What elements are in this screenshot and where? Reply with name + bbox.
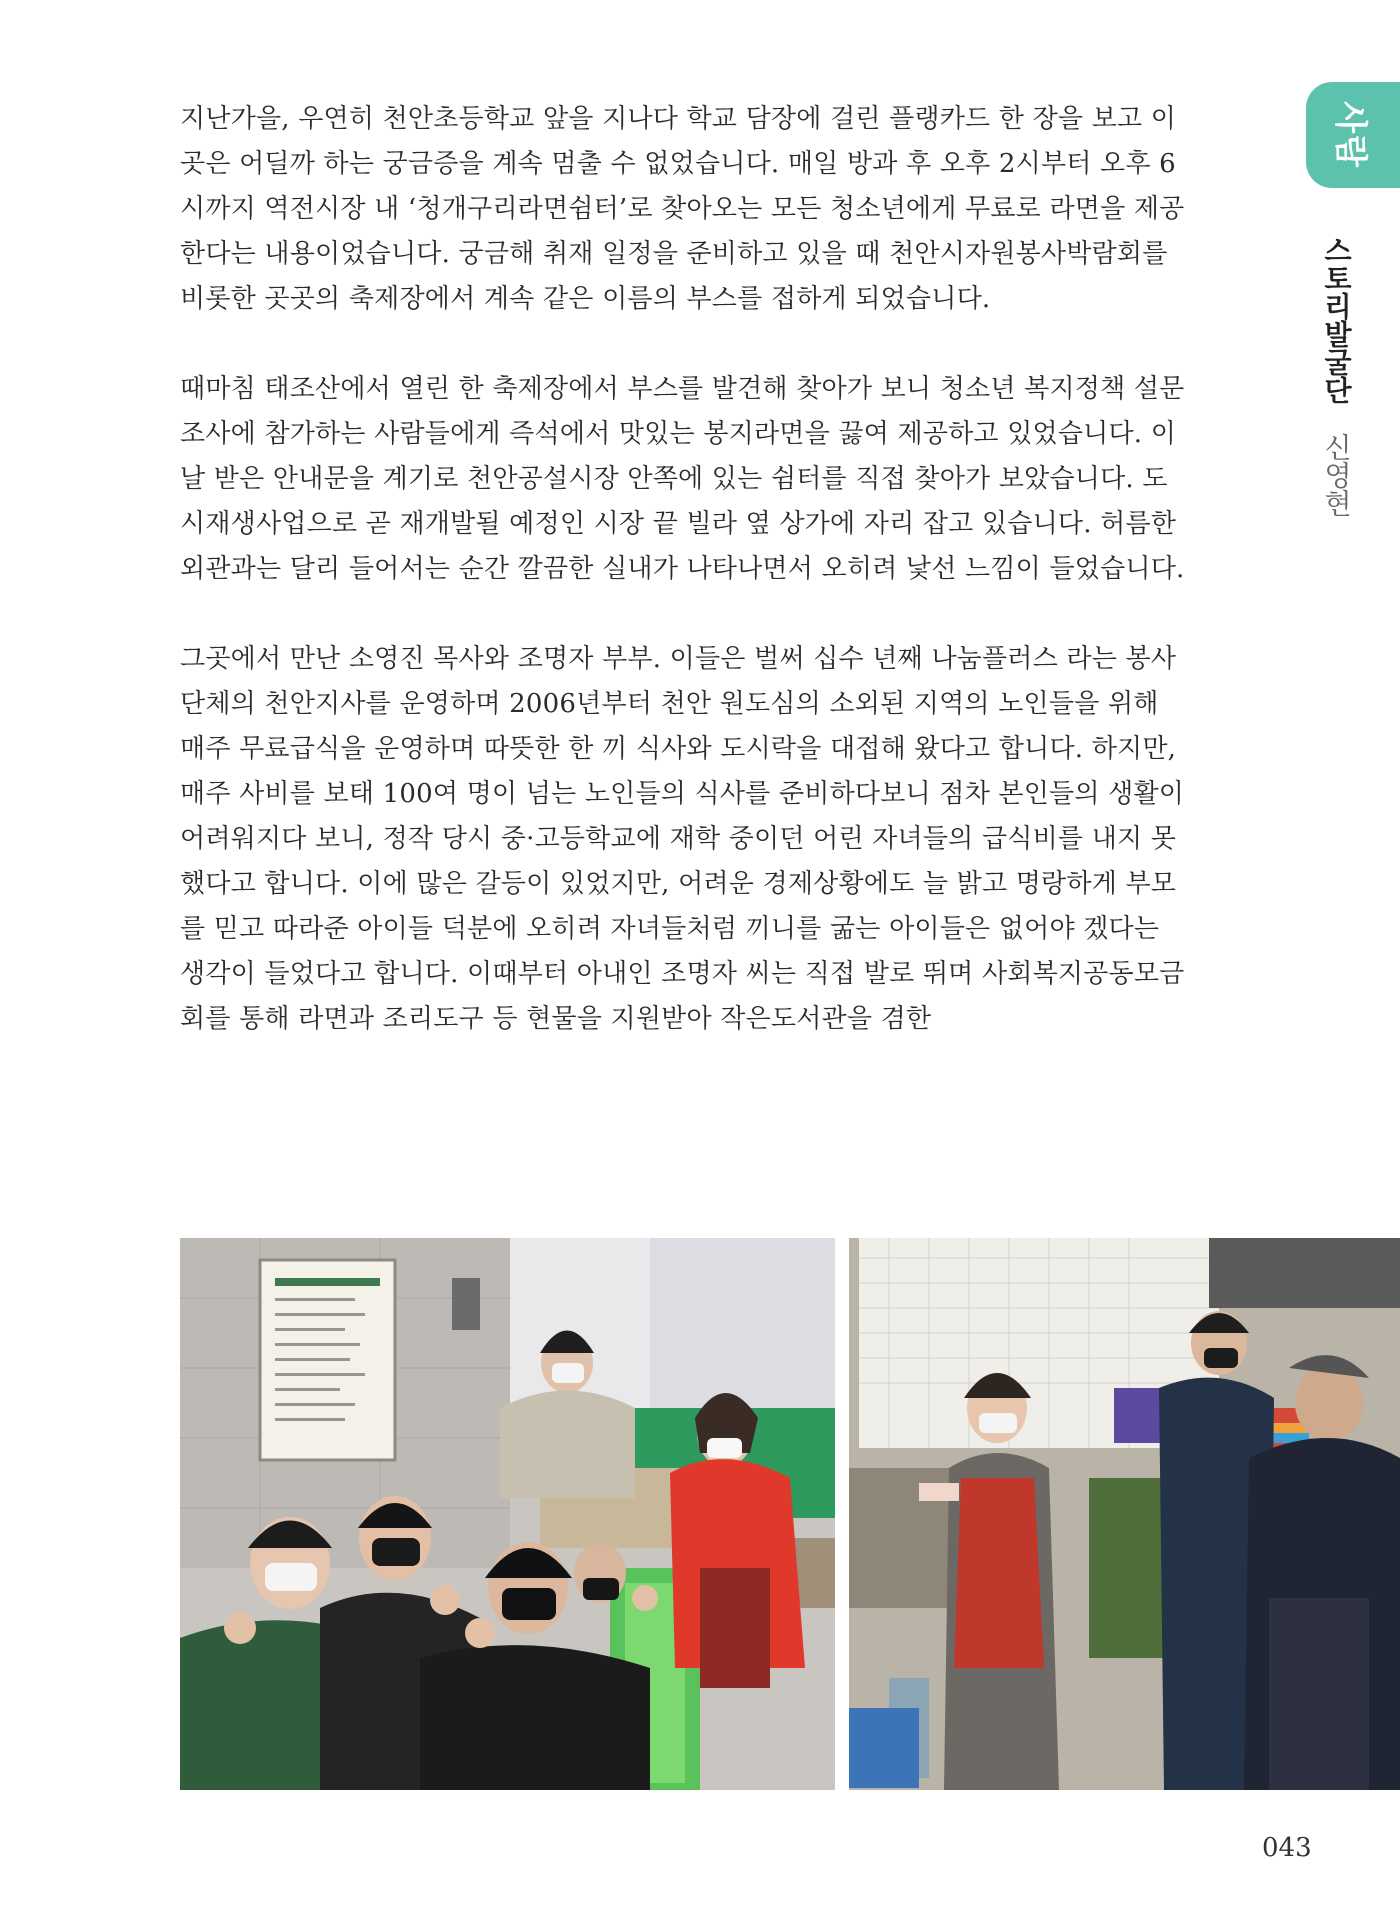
paragraph-2: 때마침 태조산에서 열린 한 축제장에서 부스를 발견해 찾아가 보니 청소년 복지정책 설문조사에 참가하는 사람들에게 즉석에서 맛있는 봉지라면을 끓여 제공하고 있었습니다. 이날 받은 안내문을 계기로 천안공설시장 안쪽에 있는 쉼터를 직접 찾아가 보았습니다. 도시재생사업으로 곧 재개발될 예정인 시장 끝 빌라 옆 상가에 자리 잡고 있습니다. 허름한 외관과는 달리 들어서는 순간 깔끔한 실내가 나타나면서 오히려 낯선 느낌이 들었습니다.	[180, 374, 1185, 584]
section-header	[1316, 236, 1356, 517]
photo-students-illustration	[180, 1238, 835, 1790]
section-tab-label: 사람	[1331, 101, 1371, 169]
author-name: 신영현	[1320, 432, 1353, 517]
photo-kitchen-illustration	[849, 1238, 1400, 1790]
section-tab	[1306, 82, 1400, 188]
photo-students	[180, 1238, 835, 1790]
section-title: 스토리발굴단	[1320, 236, 1353, 404]
page-number: 043	[1262, 1833, 1312, 1863]
paragraph-1: 지난가을, 우연히 천안초등학교 앞을 지나다 학교 담장에 걸린 플랭카드 한 장을 보고 이곳은 어딜까 하는 궁금증을 계속 멈출 수 없었습니다. 매일 방과 후 오후 2시부터 오후 6시까지 역전시장 내 ‘청개구리라면쉼터’로 찾아오는 모든 청소년에게 무료로 라면을 제공한다는 내용이었습니다. 궁금해 취재 일정을 준비하고 있을 때 천안시자원봉사박람회를 비롯한 곳곳의 축제장에서 계속 같은 이름의 부스를 접하게 되었습니다.	[180, 104, 1185, 314]
photo-kitchen	[849, 1238, 1400, 1790]
article-body	[180, 97, 1185, 1042]
paragraph-3: 그곳에서 만난 소영진 목사와 조명자 부부. 이들은 벌써 십수 년째 나눔플러스 라는 봉사단체의 천안지사를 운영하며 2006년부터 천안 원도심의 소외된 지역의 노인들을 위해 매주 무료급식을 운영하며 따뜻한 한 끼 식사와 도시락을 대접해 왔다고 합니다. 하지만, 매주 사비를 보태 100여 명이 넘는 노인들의 식사를 준비하다보니 점차 본인들의 생활이 어려워지다 보니, 정작 당시 중·고등학교에 재학 중이던 어린 자녀들의 급식비를 내지 못했다고 합니다. 이에 많은 갈등이 있었지만, 어려운 경제상황에도 늘 밝고 명랑하게 부모를 믿고 따라준 아이들 덕분에 오히려 자녀들처럼 끼니를 굶는 아이들은 없어야 겠다는 생각이 들었다고 합니다. 이때부터 아내인 조명자 씨는 직접 발로 뛰며 사회복지공동모금회를 통해 라면과 조리도구 등 현물을 지원받아 작은도서관을 겸한	[180, 644, 1185, 1034]
